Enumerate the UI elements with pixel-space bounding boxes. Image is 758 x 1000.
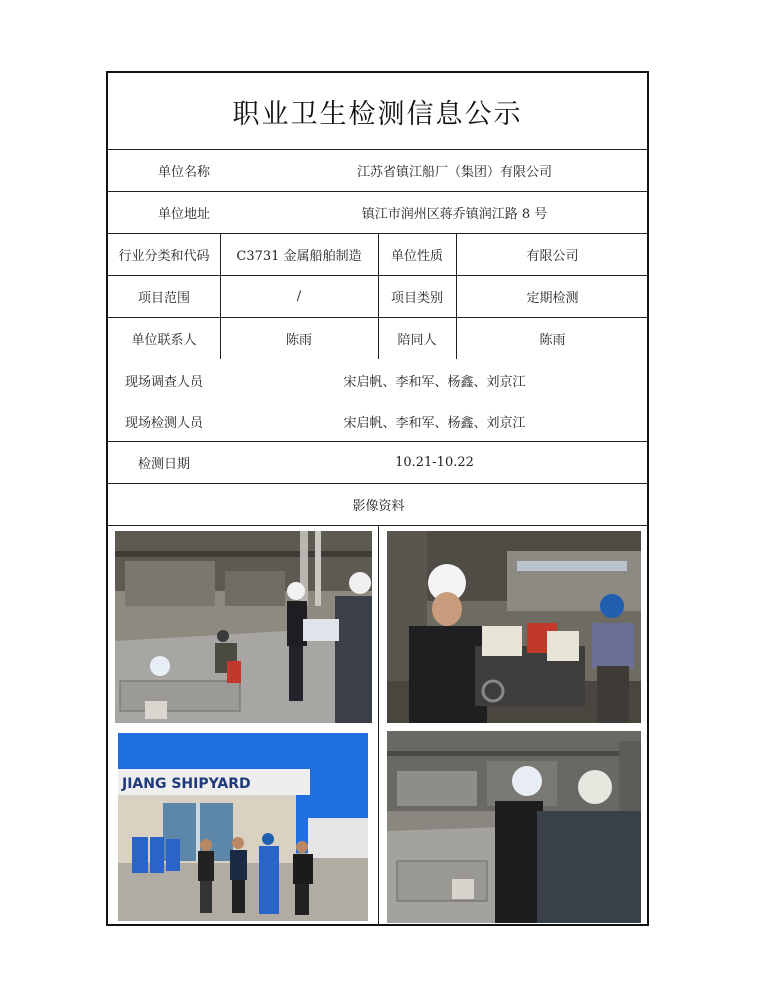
project-type-label: 项目类别 — [390, 291, 443, 306]
test-date-value: 10.21-10.22 — [395, 455, 474, 470]
photo-workshop-welding — [115, 531, 372, 723]
industry-label: 行业分类和代码 — [118, 249, 210, 264]
photo-grid — [108, 525, 647, 926]
photo-onsite-inspection — [387, 731, 641, 923]
row-industry — [108, 233, 647, 275]
survey-staff-value: 宋启帆、李和军、杨鑫、刘京江 — [343, 374, 526, 390]
contact-label: 单位联系人 — [131, 333, 197, 348]
project-scope-value: / — [296, 289, 302, 304]
row-testing-staff — [108, 401, 647, 441]
unit-nature-label: 单位性质 — [390, 249, 443, 264]
row-unit-address — [108, 191, 647, 233]
images-label: 影像资料 — [352, 499, 405, 514]
project-type-value: 定期检测 — [526, 291, 579, 306]
survey-staff-label: 现场调查人员 — [124, 374, 203, 390]
escort-label: 陪同人 — [397, 333, 437, 348]
row-project — [108, 275, 647, 317]
row-images-header — [108, 483, 647, 525]
page-title: 职业卫生检测信息公示 — [232, 98, 523, 130]
row-survey-staff — [108, 359, 647, 401]
test-date-label: 检测日期 — [137, 457, 190, 472]
divider — [378, 526, 379, 926]
testing-staff-value: 宋启帆、李和军、杨鑫、刘京江 — [343, 415, 526, 431]
unit-name-label: 单位名称 — [157, 165, 210, 180]
unit-address-value: 镇江市润州区蒋乔镇润江路 8 号 — [361, 207, 548, 222]
contact-value: 陈雨 — [285, 333, 312, 348]
building-sign-text: JIANG SHIPYARD — [122, 776, 251, 792]
notice-sheet — [106, 71, 649, 926]
unit-name-value: 江苏省镇江船厂（集团）有限公司 — [356, 165, 552, 180]
escort-value: 陈雨 — [539, 333, 566, 348]
unit-address-label: 单位地址 — [157, 207, 210, 222]
photo-instrument-testing — [387, 531, 641, 723]
row-contact — [108, 317, 647, 359]
photo-shipyard-group — [118, 733, 368, 921]
industry-value: C3731 金属船舶制造 — [236, 249, 362, 264]
row-test-date — [108, 441, 647, 483]
row-unit-name — [108, 149, 647, 191]
testing-staff-label: 现场检测人员 — [124, 415, 203, 431]
unit-nature-value: 有限公司 — [526, 249, 579, 264]
project-scope-label: 项目范围 — [137, 291, 190, 306]
